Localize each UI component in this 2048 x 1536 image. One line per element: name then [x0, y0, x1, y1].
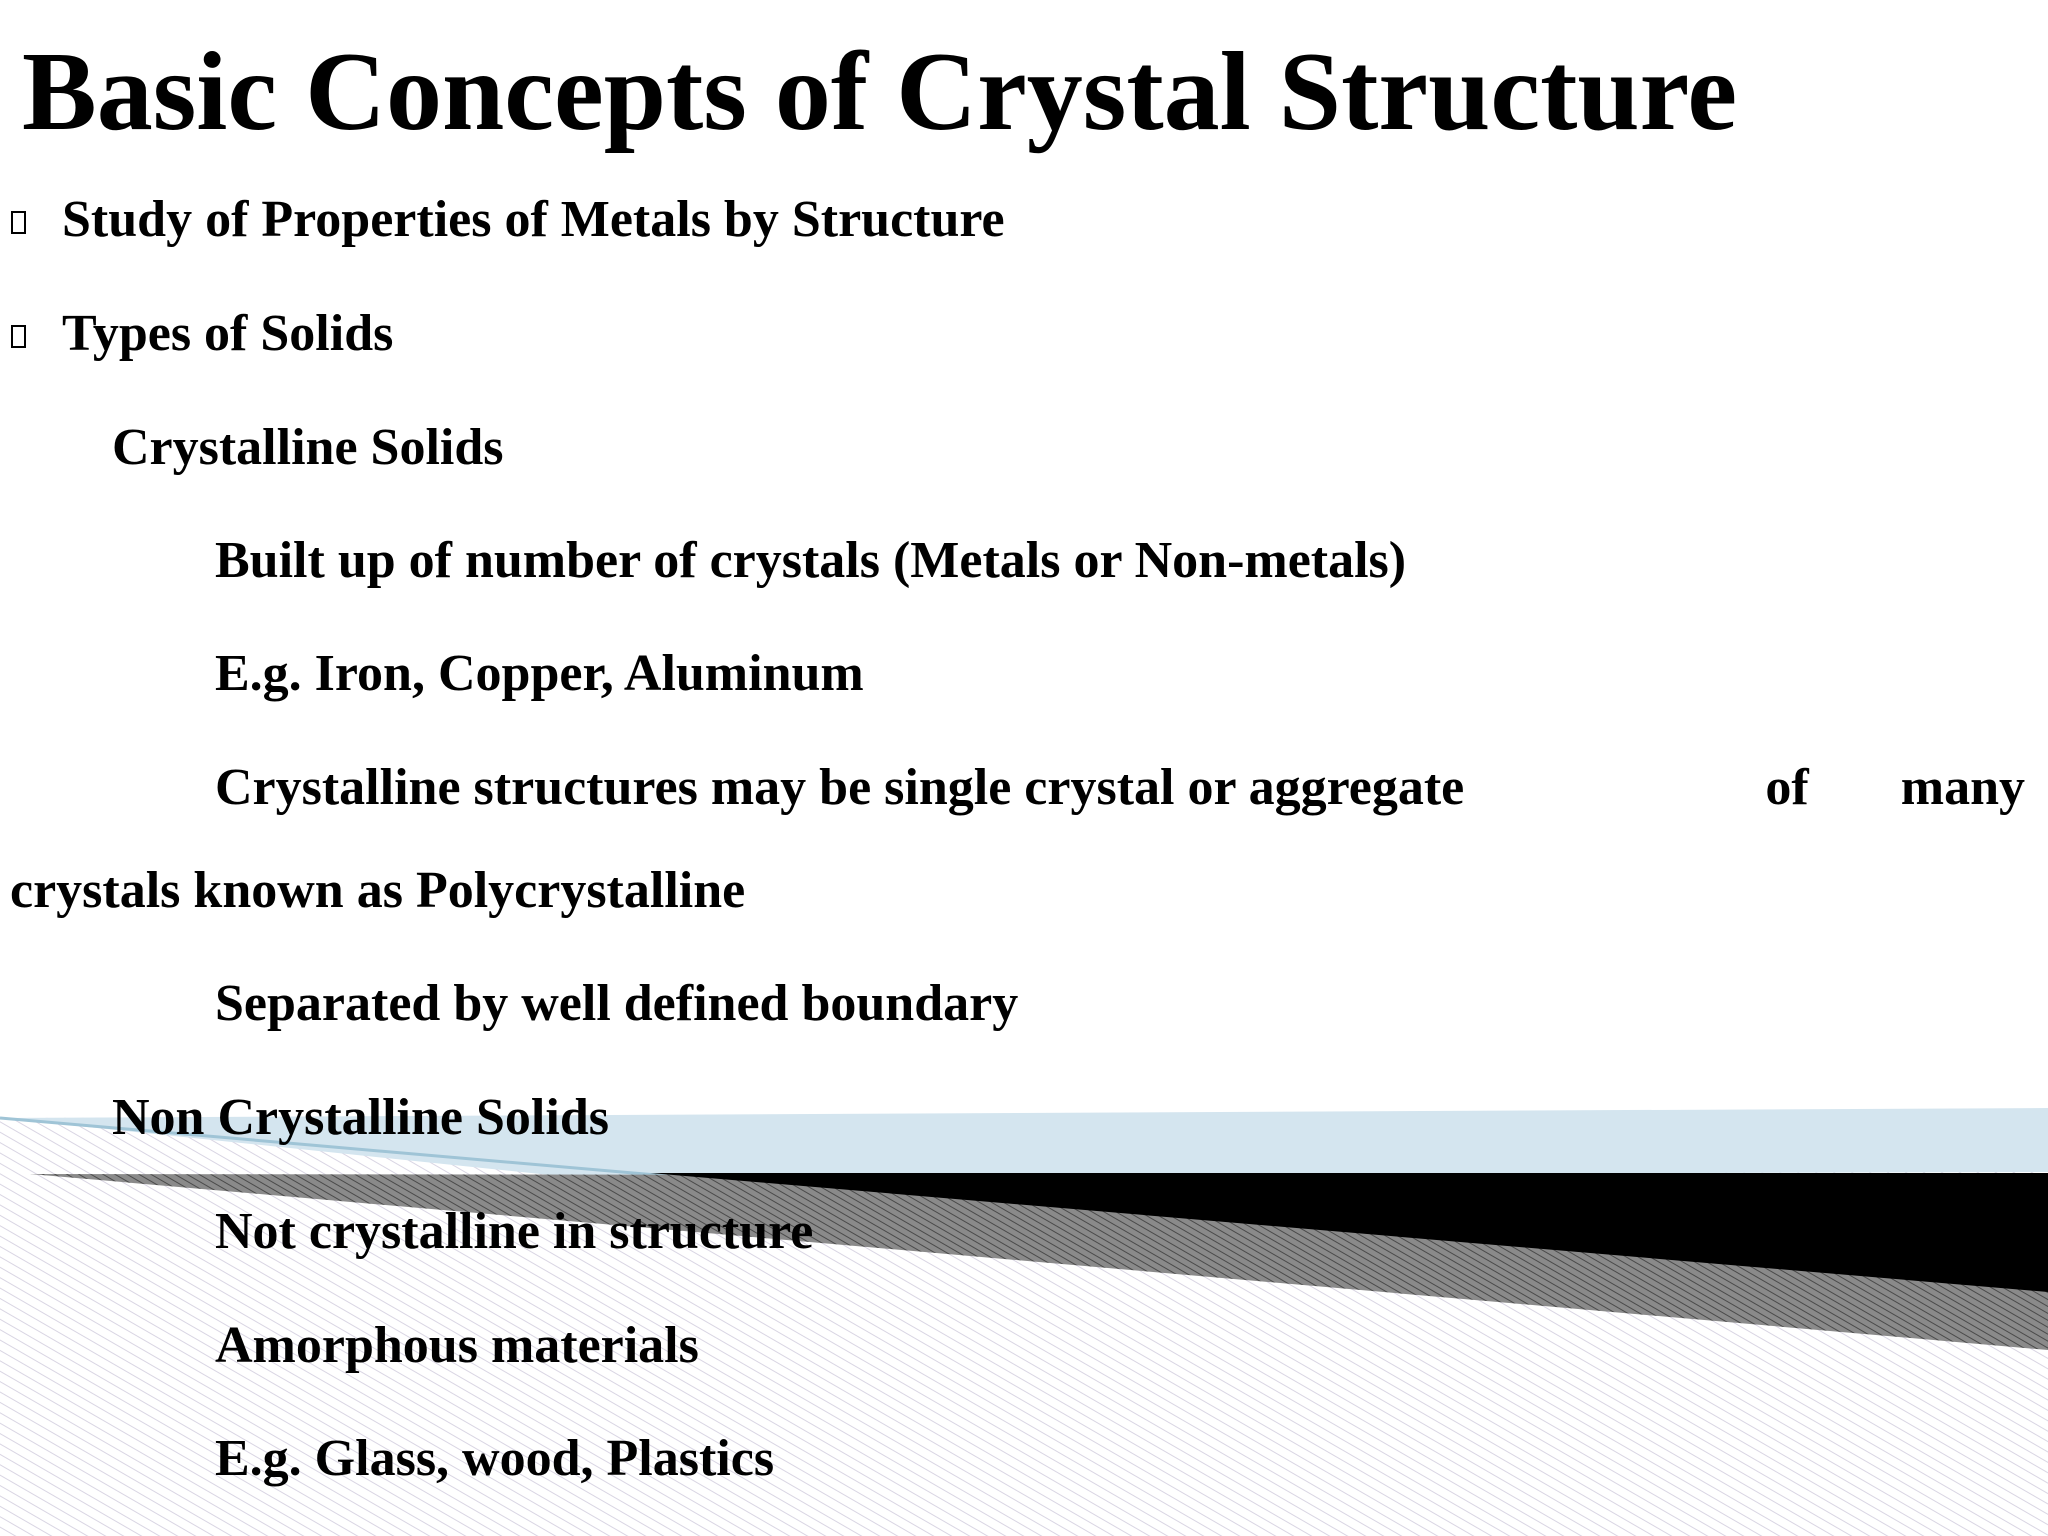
bullet-marker-icon: [11, 325, 26, 348]
structures-text: Crystalline structures may be single crystal or aggregate: [215, 759, 1465, 816]
structures-word-many: many: [1900, 759, 2025, 816]
crystalline-structures-line: [215, 759, 2025, 816]
crystalline-structures-continued: crystals known as Polycrystalline: [10, 862, 746, 919]
slide-title: Basic Concepts of Crystal Structure: [22, 30, 1738, 154]
crystalline-built-up: Built up of number of crystals (Metals or Non-metals): [215, 532, 1407, 589]
crystalline-example: E.g. Iron, Copper, Aluminum: [215, 645, 864, 702]
bullet-properties: Study of Properties of Metals by Structure: [62, 191, 1005, 248]
non-crystalline-not-crystalline: Not crystalline in structure: [215, 1203, 814, 1260]
structures-justified-words: [1765, 759, 2025, 816]
structures-word-of: of: [1765, 759, 1809, 816]
non-crystalline-amorphous: Amorphous materials: [215, 1317, 699, 1374]
non-crystalline-heading: Non Crystalline Solids: [112, 1089, 609, 1146]
bullet-marker-icon: [11, 211, 26, 234]
crystalline-separated: Separated by well defined boundary: [215, 975, 1019, 1032]
non-crystalline-example: E.g. Glass, wood, Plastics: [215, 1430, 775, 1487]
bullet-types-of-solids: Types of Solids: [62, 305, 394, 362]
crystalline-heading: Crystalline Solids: [112, 419, 504, 476]
